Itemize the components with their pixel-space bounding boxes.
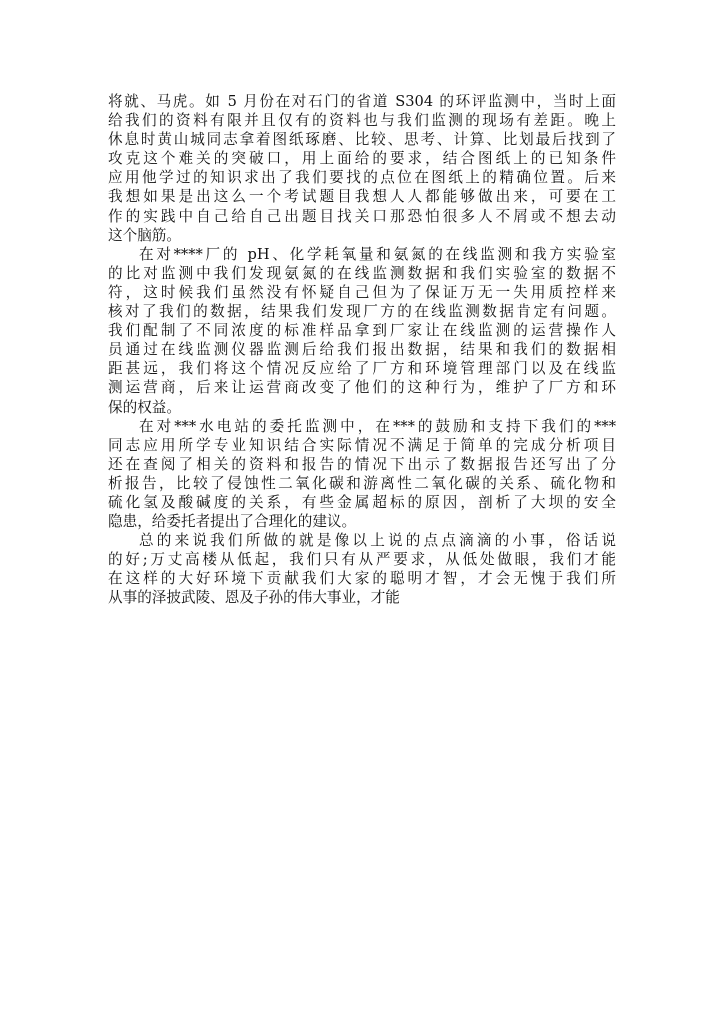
text-line: 给我们的资料有限并且仅有的资料也与我们监测的现场有差距。晚上: [108, 112, 616, 130]
text-line: 我们配制了不同浓度的标准样品拿到厂家让在线监测的运营操作人: [108, 322, 616, 340]
text-line: 在这样的大好环境下贡献我们大家的聪明才智，才会无愧于我们所: [108, 570, 616, 588]
text-line: 核对了我们的数据，结果我们发现厂方的在线监测数据肯定有问题。: [108, 303, 616, 321]
body-text: [108, 92, 616, 608]
paragraph-first-line: 在对***水电站的委托监测中，在***的鼓励和支持下我们的***: [139, 417, 616, 435]
text-line: 的好;万丈高楼从低起，我们只有从严要求，从低处做眼，我们才能: [108, 551, 616, 569]
text-line: 员通过在线监测仪器监测后给我们报出数据，结果和我们的数据相: [108, 341, 616, 359]
text-line: 将就、马虎。如 5 月份在对石门的省道 S304 的环评监测中，当时上面: [108, 93, 616, 110]
text-line: 同志应用所学专业知识结合实际情况不满足于简单的完成分析项目: [108, 436, 616, 454]
text-line: 应用他学过的知识求出了我们要找的点位在图纸上的精确位置。后来: [108, 169, 616, 187]
text-line: 我想如果是出这么一个考试题目我想人人都能够做出来，可要在工: [108, 188, 616, 206]
text-line: 隐患，给委托者提出了合理化的建议。: [108, 513, 357, 531]
text-line: 符，这时候我们虽然没有怀疑自己但为了保证万无一失用质控样来: [108, 283, 616, 301]
text-line: 距甚远，我们将这个情况反应给了厂方和环境管理部门以及在线监: [108, 360, 616, 378]
paragraph-first-line: 在对****厂的 pH、化学耗氧量和氨氮的在线监测和我方实验室: [139, 245, 616, 263]
text-line: 作的实践中自己给自己出题目找关口那恐怕很多人不屑或不想去动: [108, 207, 616, 225]
text-line: 硫化氢及酸碱度的关系，有些金属超标的原因，剖析了大坝的安全: [108, 493, 616, 511]
text-line: 测运营商，后来让运营商改变了他们的这种行为，维护了厂方和环: [108, 379, 616, 397]
paragraph-first-line: 总的来说我们所做的就是像以上说的点点滴滴的小事，俗话说: [139, 532, 616, 550]
text-line: 这个脑筋。: [108, 226, 181, 244]
text-line: 的比对监测中我们发现氨氮的在线监测数据和我们实验室的数据不: [108, 264, 616, 282]
text-line: 休息时黄山城同志拿着图纸琢磨、比较、思考、计算、比划最后找到了: [108, 131, 616, 149]
text-line: 保的权益。: [108, 398, 181, 416]
text-line: 析报告，比较了侵蚀性二氧化碳和游离性二氧化碳的关系、硫化物和: [108, 474, 616, 492]
text-line: 还在查阅了相关的资料和报告的情况下出示了数据报告还写出了分: [108, 455, 616, 473]
text-line: 从事的泽披武陵、恩及子孙的伟大事业，才能: [108, 589, 400, 607]
text-line: 攻克这个难关的突破口，用上面给的要求，结合图纸上的已知条件: [108, 150, 616, 168]
